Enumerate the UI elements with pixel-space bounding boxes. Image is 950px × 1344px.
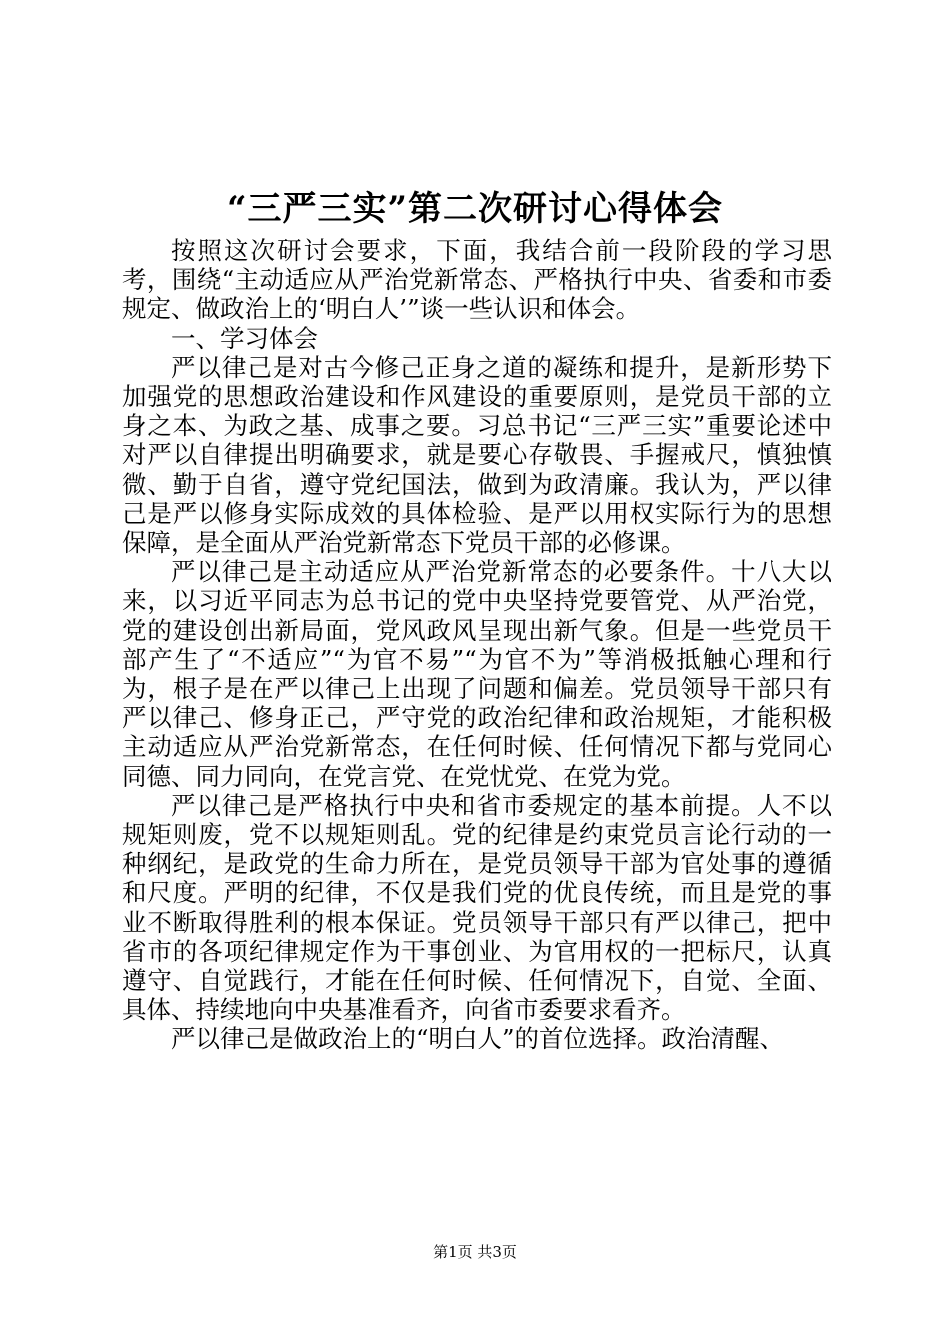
paragraph: 严以律己是对古今修己正身之道的凝练和提升，是新形势下加强党的思想政治建设和作风建设的重要原则，是党员干部的立身之本、为政之基、成事之要。习总书记“三严三实”重要论述中对严以自律提出明确要求，就是要心存敬畏、手握戒尺，慎独慎微、勤于自省，遵守党纪国法，做到为政清廉。我认为，严以律己是严以修身实际成效的具体检验、是严以用权实际行为的思想保障，是全面从严治党新常态下党员干部的必修课。	[122, 352, 832, 558]
document-title: “三严三实”第二次研讨心得体会	[226, 189, 724, 229]
page-number-footer: 第1页 共3页	[433, 1243, 517, 1261]
paragraph: 严以律己是严格执行中央和省市委规定的基本前提。人不以规矩则废，党不以规矩则乱。党的纪律是约束党员言论行动的一种纲纪，是政党的生命力所在，是党员领导干部为官处事的遵循和尺度。严明的纪律，不仅是我们党的优良传统，而且是党的事业不断取得胜利的根本保证。党员领导干部只有严以律己，把中省市的各项纪律规定作为干事创业、为官用权的一把标尺，认真遵守、自觉践行，才能在任何时候、任何情况下，自觉、全面、具体、持续地向中央基准看齐，向省市委要求看齐。	[122, 790, 832, 1025]
paragraph: 严以律己是做政治上的“明白人”的首位选择。政治清醒、	[171, 1024, 785, 1054]
paragraph-intro: 按照这次研讨会要求，下面，我结合前一段阶段的学习思考，围绕“主动适应从严治党新常态、严格执行中央、省委和市委规定、做政治上的‘明白人’”谈一些认识和体会。	[122, 236, 832, 324]
paragraph: 严以律己是主动适应从严治党新常态的必要条件。十八大以来，以习近平同志为总书记的党中央坚持党要管党、从严治党，党的建设创出新局面，党风政风呈现出新气象。但是一些党员干部产生了“不适应”“为官不易”“为官不为”等消极抵触心理和行为，根子是在严以律己上出现了问题和偏差。党员领导干部只有严以律己、修身正己，严守党的政治纪律和政治规矩，才能积极主动适应从严治党新常态，在任何时候、任何情况下都与党同心同德、同力同向，在党言党、在党忧党、在党为党。	[122, 557, 832, 791]
section-heading: 一、学习体会	[171, 323, 318, 353]
document-body	[122, 236, 832, 1054]
